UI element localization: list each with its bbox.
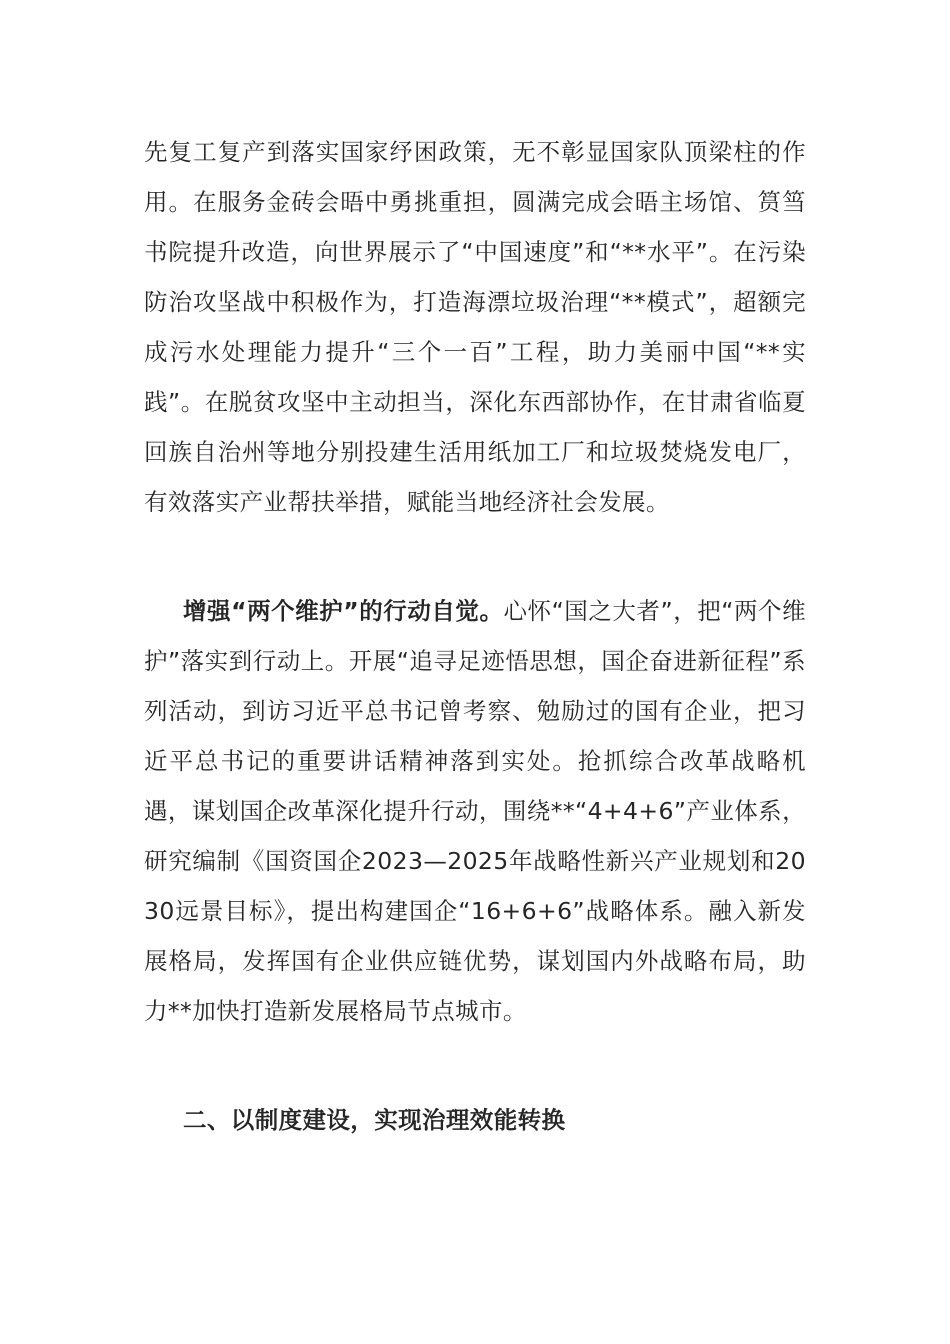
section-heading: 二、以制度建设，实现治理效能转换 [183,1106,566,1134]
paragraph-2-lead-heading: 增强“两个维护”的行动自觉。 [183,597,504,625]
body-paragraph-2 [144,586,806,1036]
paragraph-2-text: 心怀“国之大者”，把“两个维护”落实到行动上。开展“追寻足迹悟思想，国企奋进新征程”系列活动，到访习近平总书记曾考察、勉励过的国有企业，把习近平总书记的重要讲话精神落到实处。抢抓综合改革战略机遇，谋划国企改革深化提升行动，围绕**“4+4+6”产业体系，研究编制《国资国企2023—2025年战略性新兴产业规划和2030远景目标》，提出构建国企“16+6+6”战略体系。融入新发展格局，发挥国有企业供应链优势，谋划国内外战略布局，助力**加快打造新发展格局节点城市。 [144,597,806,1025]
body-paragraph-1: 先复工复产到落实国家纾困政策，无不彰显国家队顶梁柱的作用。在服务金砖会晤中勇挑重担，圆满完成会晤主场馆、筼筜书院提升改造，向世界展示了“中国速度”和“**水平”。在污染防治攻坚战中积极作为，打造海漂垃圾治理“**模式”，超额完成污水处理能力提升“三个一百”工程，助力美丽中国“**实践”。在脱贫攻坚中主动担当，深化东西部协作，在甘肃省临夏回族自治州等地分别投建生活用纸加工厂和垃圾焚烧发电厂，有效落实产业帮扶举措，赋能当地经济社会发展。 [144,138,806,516]
